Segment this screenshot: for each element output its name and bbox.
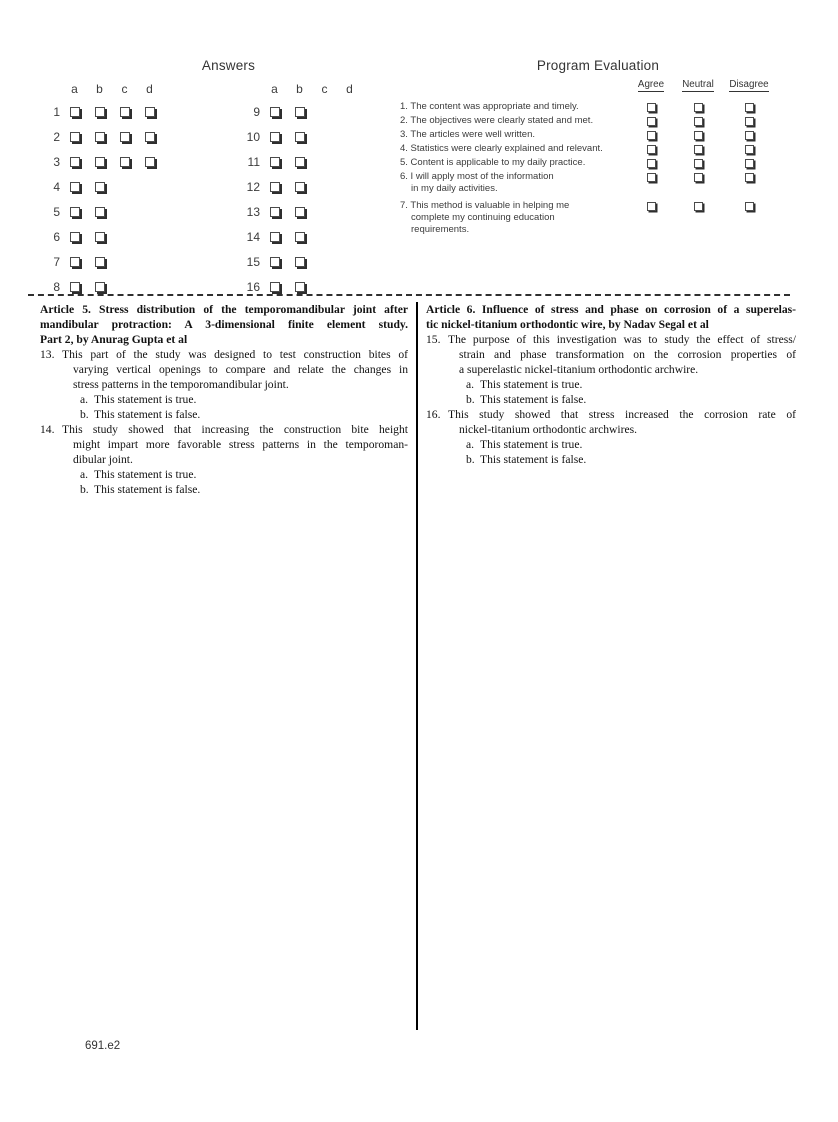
answer-slot	[287, 207, 312, 217]
answer-row-number: 11	[247, 154, 260, 169]
column-letter-a: a	[71, 82, 78, 96]
eval-checkbox-5-agree[interactable]	[647, 159, 656, 168]
answer-slot	[62, 232, 87, 242]
article-heading-line: mandibular protraction: A 3-dimensional finite element study.	[40, 318, 408, 331]
answer-letter-header-row	[40, 79, 162, 99]
question-16	[426, 407, 796, 467]
eval-header-label: Agree	[637, 79, 665, 90]
answer-checkbox-9b[interactable]	[295, 107, 305, 117]
eval-checkbox-6-neutral[interactable]	[694, 173, 703, 182]
option-letter: b.	[466, 393, 475, 406]
answer-slot	[87, 132, 112, 142]
article-heading-line: Article 6. Influence of stress and phase on corrosion of a superelas-	[426, 303, 796, 316]
eval-header-label: Disagree	[729, 79, 769, 90]
question-number: 13.	[40, 348, 55, 361]
answers-grids	[40, 79, 417, 299]
answer-row-number: 6	[53, 229, 60, 244]
answer-checkbox-3b[interactable]	[95, 157, 105, 167]
answer-slot	[87, 107, 112, 117]
answer-checkbox-12a[interactable]	[270, 182, 280, 192]
answer-row-number: 10	[246, 129, 260, 144]
question-line: dibular joint.	[73, 453, 133, 466]
evaluation-item-line: complete my continuing education	[411, 212, 555, 223]
eval-checkbox-1-neutral[interactable]	[694, 103, 703, 112]
answer-checkbox-10a[interactable]	[270, 132, 280, 142]
eval-checkbox-6-disagree[interactable]	[745, 173, 754, 182]
evaluation-item-text	[400, 101, 628, 113]
answer-slot	[62, 182, 87, 192]
option-text: This statement is true.	[480, 378, 583, 391]
eval-checkbox-7-disagree[interactable]	[745, 202, 754, 211]
answer-slot	[262, 232, 287, 242]
option-15b	[466, 392, 796, 407]
dashed-divider	[28, 294, 790, 296]
option-text: This statement is false.	[480, 453, 587, 466]
answer-row-number: 14	[246, 229, 260, 244]
article-6-column	[426, 302, 796, 467]
answer-slot	[287, 257, 312, 267]
answer-checkbox-1c[interactable]	[120, 107, 130, 117]
answers-row-3	[40, 149, 162, 174]
article-heading	[40, 302, 408, 347]
eval-cell-agree	[628, 101, 674, 112]
answer-row-number: 12	[246, 179, 260, 194]
answers-row-7	[40, 249, 162, 274]
eval-cell-neutral	[674, 101, 722, 112]
answer-row-number: 8	[53, 279, 60, 294]
answer-slot	[287, 107, 312, 117]
eval-cell-neutral	[674, 115, 722, 126]
page-number: 691.e2	[85, 1040, 121, 1052]
answer-checkbox-13a[interactable]	[270, 207, 280, 217]
answers-grid-right	[234, 79, 362, 299]
evaluation-item-1	[400, 101, 796, 113]
answer-checkbox-3c[interactable]	[120, 157, 130, 167]
answer-letter-header-row	[234, 79, 362, 99]
eval-cell-neutral	[674, 171, 722, 182]
answer-slot	[262, 207, 287, 217]
eval-cell-disagree	[722, 143, 776, 154]
option-text: This statement is false.	[94, 408, 201, 421]
answer-slot	[287, 232, 312, 242]
option-text: This statement is true.	[94, 468, 197, 481]
eval-cell-disagree	[722, 101, 776, 112]
answer-slot	[262, 182, 287, 192]
question-line: a superelastic nickel-titanium orthodontic archwire.	[459, 363, 699, 376]
article-heading-line: Part 2, by Anurag Gupta et al	[40, 333, 188, 346]
answer-slot	[262, 132, 287, 142]
eval-checkbox-6-agree[interactable]	[647, 173, 656, 182]
answers-row-4	[40, 174, 162, 199]
question-14	[40, 422, 408, 497]
column-letter-d: d	[146, 82, 153, 96]
answer-checkbox-1d[interactable]	[145, 107, 155, 117]
evaluation-item-text	[400, 171, 628, 195]
evaluation-column-headers	[628, 79, 796, 90]
answer-slot	[87, 207, 112, 217]
eval-checkbox-3-neutral[interactable]	[694, 131, 703, 140]
question-15	[426, 332, 796, 407]
option-14b	[80, 482, 408, 497]
answer-checkbox-5b[interactable]	[95, 207, 105, 217]
answer-checkbox-3d[interactable]	[145, 157, 155, 167]
question-number: 14.	[40, 423, 55, 436]
answer-slot	[137, 157, 162, 167]
eval-checkbox-4-disagree[interactable]	[745, 145, 754, 154]
answers-row-6	[40, 224, 162, 249]
answer-row-number: 4	[53, 179, 60, 194]
evaluation-item-text	[400, 129, 628, 141]
answer-row-number: 9	[253, 104, 260, 119]
answers-row-5	[40, 199, 162, 224]
option-letter: a.	[80, 393, 89, 406]
answer-slot	[262, 282, 287, 292]
eval-checkbox-4-agree[interactable]	[647, 145, 656, 154]
evaluation-item-line: in my daily activities.	[411, 183, 498, 194]
option-letter: a.	[466, 378, 475, 391]
article-heading-line: tic nickel-titanium orthodontic wire, by Nadav Segal et al	[426, 318, 709, 331]
eval-header-label: Neutral	[682, 79, 714, 90]
evaluation-item-line: 2. The objectives were clearly stated and met.	[400, 115, 594, 126]
answers-grid-left	[40, 79, 162, 299]
answer-slot	[87, 157, 112, 167]
option-text: This statement is false.	[480, 393, 587, 406]
option-letter: a.	[466, 438, 475, 451]
article-heading	[426, 302, 796, 332]
answer-checkbox-16b[interactable]	[295, 282, 305, 292]
eval-cell-agree	[628, 200, 674, 211]
answer-slot	[262, 257, 287, 267]
option-letter: a.	[80, 468, 89, 481]
answer-checkbox-8a[interactable]	[70, 282, 80, 292]
eval-cell-agree	[628, 115, 674, 126]
question-first-line	[426, 332, 796, 347]
answer-row-number: 3	[53, 154, 60, 169]
eval-cell-disagree	[722, 200, 776, 211]
answer-checkbox-10b[interactable]	[295, 132, 305, 142]
answer-slot	[62, 257, 87, 267]
answer-checkbox-8b[interactable]	[95, 282, 105, 292]
option-letter: b.	[80, 483, 89, 496]
answer-checkbox-2d[interactable]	[145, 132, 155, 142]
eval-header-neutral	[674, 79, 722, 90]
answer-row-number: 15	[246, 254, 260, 269]
question-text: The purpose of this investigation was to study the effect of stress/	[448, 333, 796, 346]
column-letter-d: d	[346, 82, 353, 96]
column-rule	[416, 302, 418, 1030]
eval-checkbox-1-disagree[interactable]	[745, 103, 754, 112]
option-letter: b.	[466, 453, 475, 466]
evaluation-item-3	[400, 129, 796, 141]
evaluation-item-text	[400, 157, 628, 169]
eval-cell-agree	[628, 157, 674, 168]
option-text: This statement is false.	[94, 483, 201, 496]
option-16a	[466, 437, 796, 452]
eval-cell-agree	[628, 143, 674, 154]
eval-cell-disagree	[722, 171, 776, 182]
program-evaluation-title: Program Evaluation	[536, 58, 660, 73]
eval-cell-neutral	[674, 129, 722, 140]
evaluation-item-5	[400, 157, 796, 169]
eval-cell-agree	[628, 171, 674, 182]
evaluation-item-4	[400, 143, 796, 155]
answers-row-14	[234, 224, 362, 249]
question-number: 16.	[426, 408, 441, 421]
answer-checkbox-13b[interactable]	[295, 207, 305, 217]
answer-checkbox-15a[interactable]	[270, 257, 280, 267]
answer-checkbox-14a[interactable]	[270, 232, 280, 242]
answer-checkbox-7a[interactable]	[70, 257, 80, 267]
answer-slot	[137, 132, 162, 142]
question-first-line	[40, 422, 408, 437]
question-text: This study showed that increasing the construction bite height	[62, 423, 408, 436]
question-number: 15.	[426, 333, 441, 346]
evaluation-item-line: 4. Statistics were clearly explained and relevant.	[400, 143, 603, 154]
answer-slot	[287, 282, 312, 292]
eval-cell-disagree	[722, 157, 776, 168]
answer-checkbox-2c[interactable]	[120, 132, 130, 142]
eval-cell-neutral	[674, 157, 722, 168]
answers-row-10	[234, 124, 362, 149]
answer-slot	[137, 107, 162, 117]
answer-row-number: 16	[246, 279, 260, 294]
question-13	[40, 347, 408, 422]
answers-row-12	[234, 174, 362, 199]
eval-header-agree	[628, 79, 674, 90]
answers-row-13	[234, 199, 362, 224]
answer-slot	[87, 232, 112, 242]
question-first-line	[426, 407, 796, 422]
answer-row-number: 7	[53, 254, 60, 269]
option-13b	[80, 407, 408, 422]
question-line: stress patterns in the temporomandibular joint.	[73, 378, 289, 391]
answer-slot	[112, 107, 137, 117]
eval-cell-disagree	[722, 129, 776, 140]
answer-checkbox-14b[interactable]	[295, 232, 305, 242]
option-15a	[466, 377, 796, 392]
evaluation-item-2	[400, 115, 796, 127]
question-line: nickel-titanium orthodontic archwires.	[459, 423, 638, 436]
question-first-line	[40, 347, 408, 362]
evaluation-item-7	[400, 200, 796, 236]
answer-checkbox-1a[interactable]	[70, 107, 80, 117]
option-text: This statement is true.	[480, 438, 583, 451]
option-letter: b.	[80, 408, 89, 421]
answer-row-number: 1	[53, 104, 60, 119]
answer-slot	[62, 132, 87, 142]
evaluation-items	[400, 101, 796, 236]
question-line: varying vertical openings to compare and relate the changes in	[73, 363, 408, 376]
answer-slot	[112, 157, 137, 167]
answer-checkbox-6b[interactable]	[95, 232, 105, 242]
answer-checkbox-1b[interactable]	[95, 107, 105, 117]
eval-checkbox-2-neutral[interactable]	[694, 117, 703, 126]
answer-checkbox-7b[interactable]	[95, 257, 105, 267]
answer-slot	[287, 157, 312, 167]
answers-row-15	[234, 249, 362, 274]
eval-checkbox-7-agree[interactable]	[647, 202, 656, 211]
eval-checkbox-1-agree[interactable]	[647, 103, 656, 112]
evaluation-item-text	[400, 143, 628, 155]
evaluation-item-text	[400, 200, 628, 236]
answer-slot	[87, 282, 112, 292]
evaluation-item-text	[400, 115, 628, 127]
question-line: strain and phase transformation on the corrosion properties of	[459, 348, 796, 361]
answer-checkbox-4a[interactable]	[70, 182, 80, 192]
answers-title: Answers	[201, 58, 256, 73]
eval-checkbox-4-neutral[interactable]	[694, 145, 703, 154]
answer-checkbox-4b[interactable]	[95, 182, 105, 192]
answers-row-2	[40, 124, 162, 149]
answer-slot	[262, 107, 287, 117]
evaluation-item-line: 1. The content was appropriate and timely.	[400, 101, 579, 112]
answer-slot	[287, 132, 312, 142]
option-16b	[466, 452, 796, 467]
answer-slot	[112, 132, 137, 142]
answer-checkbox-11b[interactable]	[295, 157, 305, 167]
eval-checkbox-2-agree[interactable]	[647, 117, 656, 126]
answers-row-9	[234, 99, 362, 124]
evaluation-item-6	[400, 171, 796, 195]
answers-section	[40, 58, 417, 299]
eval-header-disagree	[722, 79, 776, 90]
answer-checkbox-2b[interactable]	[95, 132, 105, 142]
answer-slot	[262, 157, 287, 167]
eval-cell-disagree	[722, 115, 776, 126]
eval-checkbox-5-neutral[interactable]	[694, 159, 703, 168]
answer-row-number: 5	[53, 204, 60, 219]
article-5-column	[40, 302, 408, 497]
column-letter-b: b	[296, 82, 303, 96]
answer-checkbox-5a[interactable]	[70, 207, 80, 217]
eval-cell-neutral	[674, 200, 722, 211]
evaluation-item-line: 3. The articles were well written.	[400, 129, 535, 140]
answer-checkbox-6a[interactable]	[70, 232, 80, 242]
answers-row-11	[234, 149, 362, 174]
column-letter-c: c	[121, 82, 128, 96]
evaluation-item-line: 7. This method is valuable in helping me	[400, 200, 570, 211]
answer-slot	[62, 207, 87, 217]
column-letter-a: a	[271, 82, 278, 96]
answer-checkbox-15b[interactable]	[295, 257, 305, 267]
column-letter-b: b	[96, 82, 103, 96]
answer-checkbox-3a[interactable]	[70, 157, 80, 167]
answer-slot	[62, 282, 87, 292]
answer-slot	[87, 257, 112, 267]
eval-checkbox-2-disagree[interactable]	[745, 117, 754, 126]
eval-cell-neutral	[674, 143, 722, 154]
column-letter-c: c	[321, 82, 328, 96]
evaluation-item-line: 6. I will apply most of the information	[400, 171, 554, 182]
answer-checkbox-16a[interactable]	[270, 282, 280, 292]
eval-checkbox-7-neutral[interactable]	[694, 202, 703, 211]
answer-slot	[62, 157, 87, 167]
article-heading-line: Article 5. Stress distribution of the temporomandibular joint after	[40, 303, 408, 316]
question-text: This part of the study was designed to test construction bites of	[62, 348, 408, 361]
evaluation-item-line: 5. Content is applicable to my daily practice.	[400, 157, 586, 168]
answer-slot	[287, 182, 312, 192]
eval-checkbox-5-disagree[interactable]	[745, 159, 754, 168]
evaluation-item-line: requirements.	[411, 224, 470, 235]
answer-row-number: 2	[53, 129, 60, 144]
option-14a	[80, 467, 408, 482]
option-text: This statement is true.	[94, 393, 197, 406]
answer-checkbox-2a[interactable]	[70, 132, 80, 142]
eval-cell-agree	[628, 129, 674, 140]
answer-row-number: 13	[246, 204, 260, 219]
answer-checkbox-11a[interactable]	[270, 157, 280, 167]
answer-slot	[62, 107, 87, 117]
eval-checkbox-3-agree[interactable]	[647, 131, 656, 140]
answer-checkbox-9a[interactable]	[270, 107, 280, 117]
answer-slot	[87, 182, 112, 192]
program-evaluation-section	[400, 58, 796, 238]
eval-checkbox-3-disagree[interactable]	[745, 131, 754, 140]
answer-checkbox-12b[interactable]	[295, 182, 305, 192]
option-13a	[80, 392, 408, 407]
answers-row-1	[40, 99, 162, 124]
question-line: might impart more favorable stress patterns in the temporoman-	[73, 438, 408, 451]
question-text: This study showed that stress increased the corrosion rate of	[448, 408, 796, 421]
